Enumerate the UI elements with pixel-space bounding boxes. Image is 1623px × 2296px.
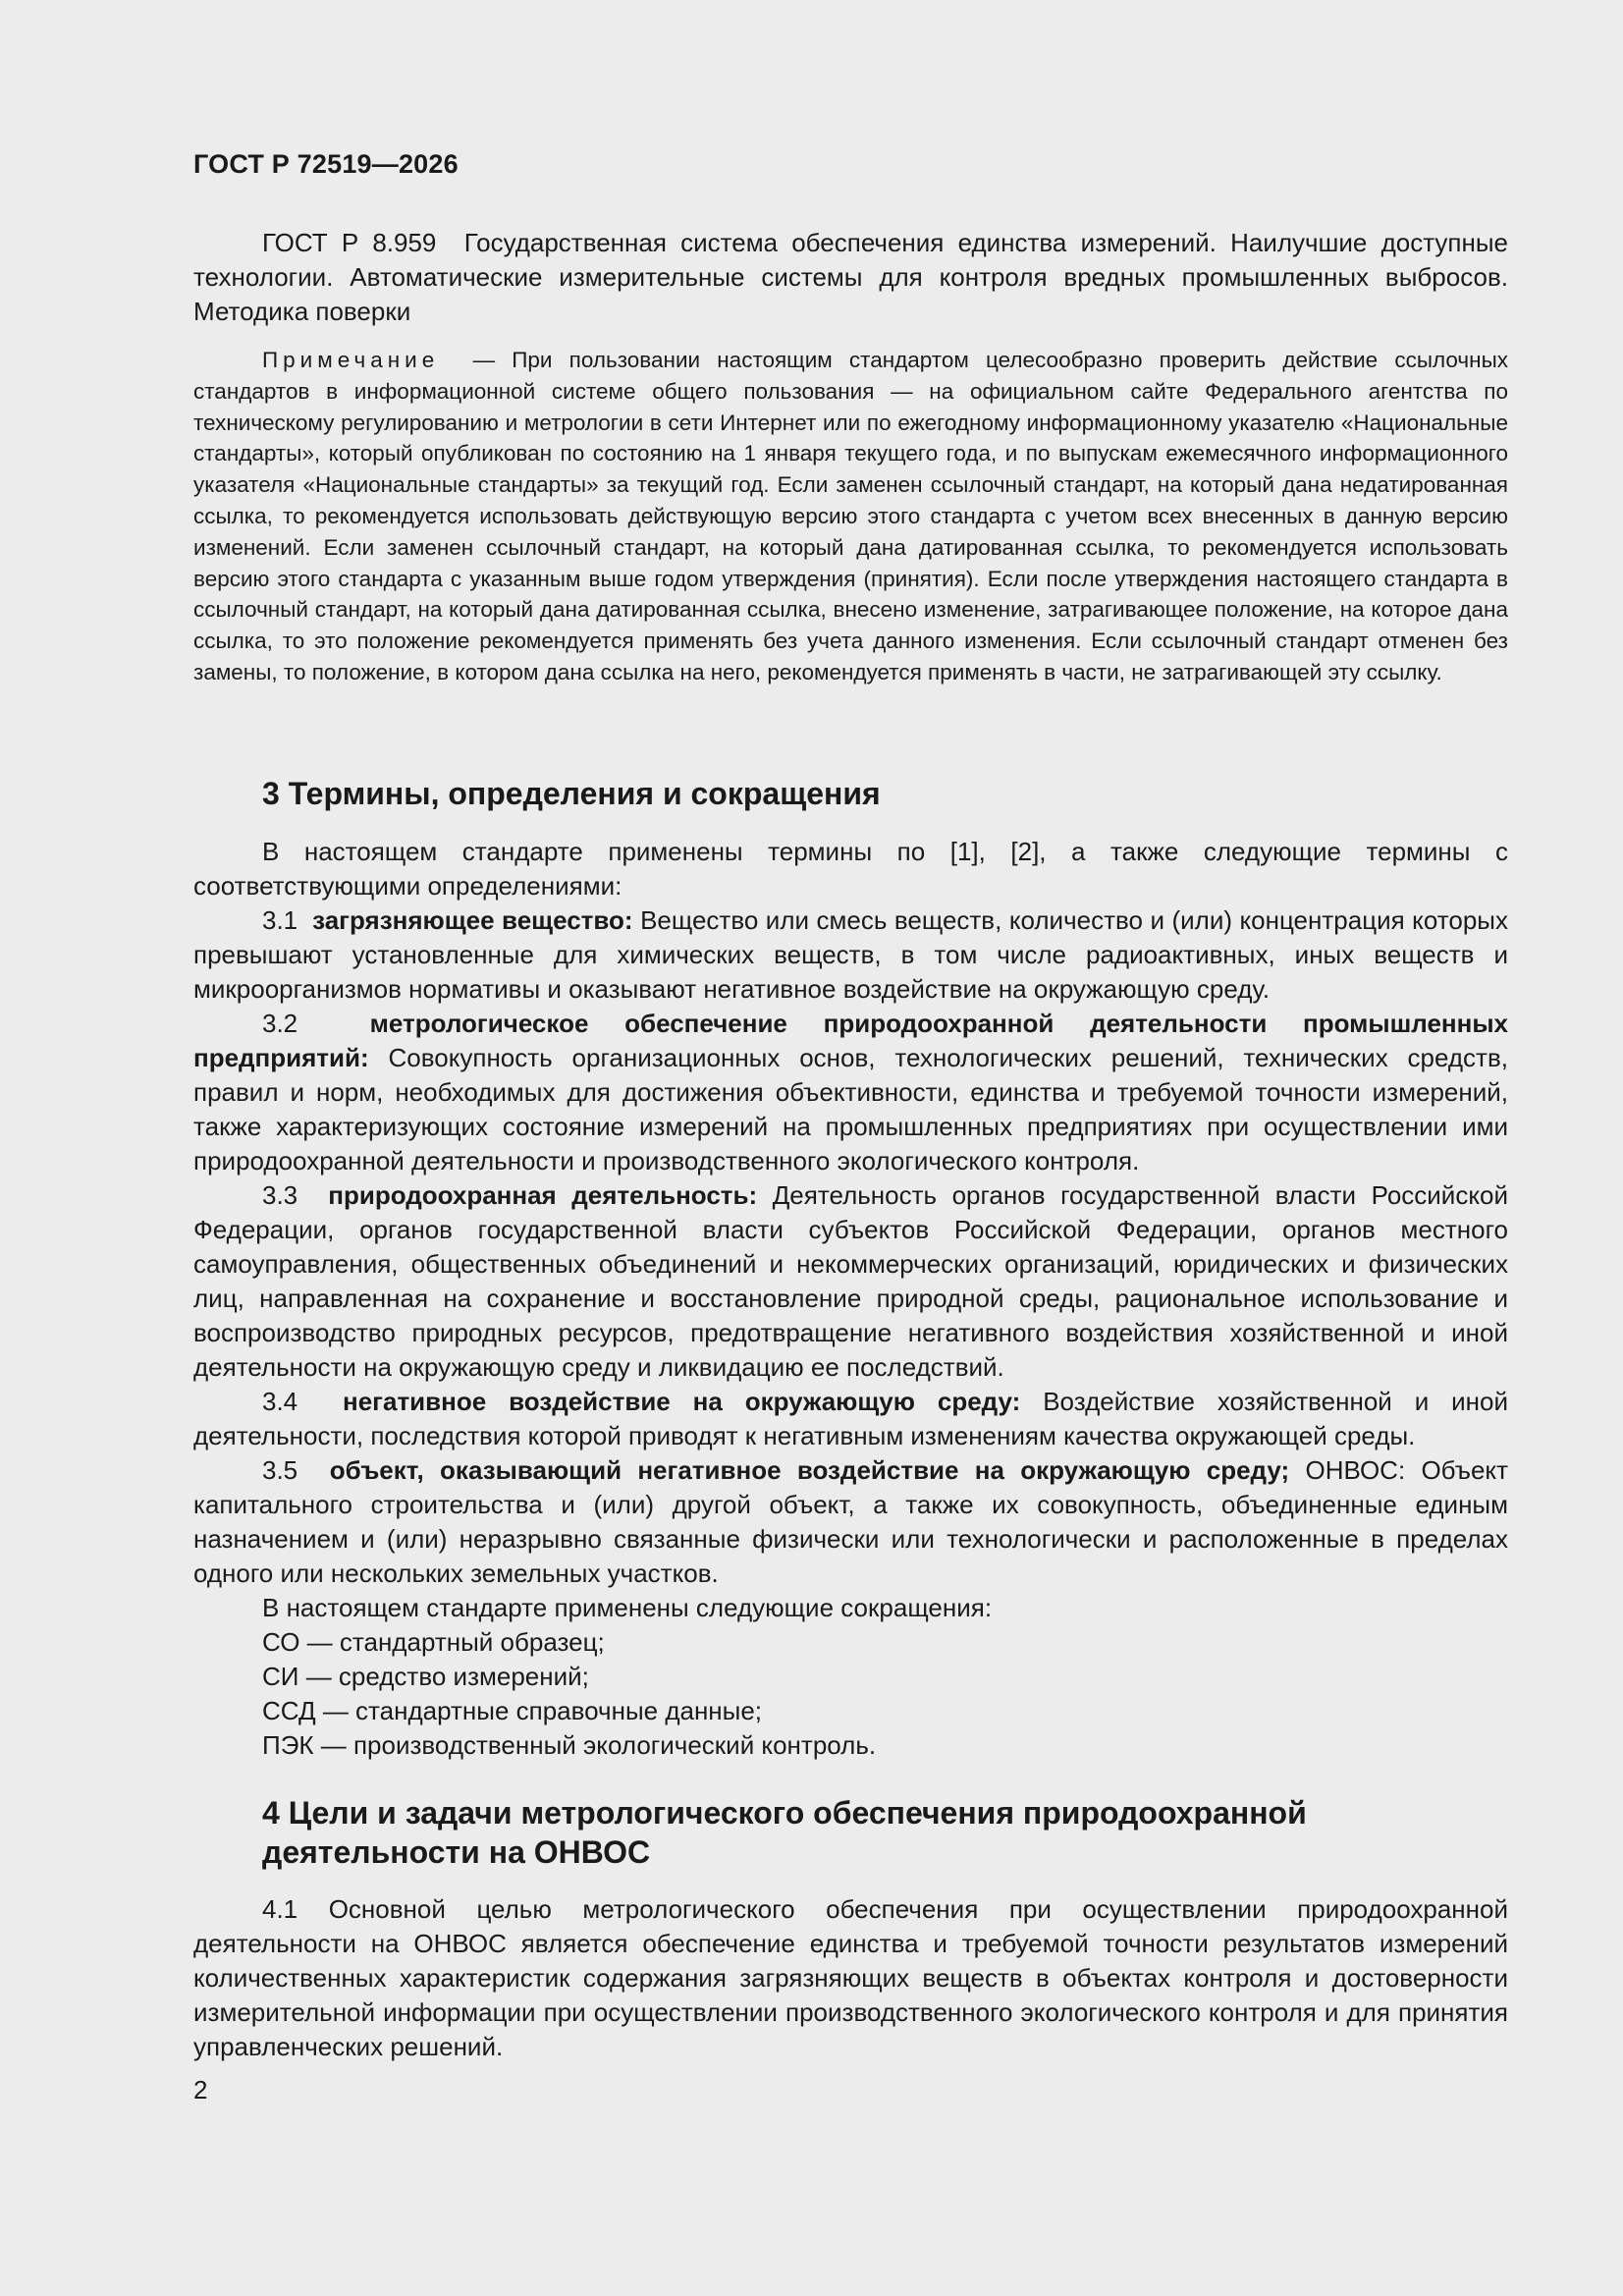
term-3-2: 3.2 метрологическое обеспечение природоохранной деятельности промышленных предприятий: Совокупность организационных основ, технологических решений, технических средств, правил и норм, необходимых для достижения объективности, единства и требуемой точности измерений, также характеризующих состояние измерений на промышленных предприятиях при осуществлении ими природоохранной деятельности и производственного экологического контроля. xyxy=(193,1009,1508,1175)
reference-entry xyxy=(193,226,1508,329)
abbreviation-item: СО — стандартный образец; xyxy=(262,1627,605,1657)
paragraph-4-1: 4.1 Основной целью метрологического обеспечения при осуществлении природоохранной деятельности на ОНВОС является обеспечение единства и требуемой точности результатов измерений количественных характеристик содержания загрязняющих веществ в объектах контроля и достоверности измерительной информации при осуществлении производственного экологического контроля и для принятия управленческих решений. xyxy=(193,1894,1508,2061)
term-name: метрологическое обеспечение природоохранной деятельности промышленных предприятий: xyxy=(193,1009,1508,1072)
term-name: природоохранная деятельность: xyxy=(328,1180,758,1210)
abbreviation-item: СИ — средство измерений; xyxy=(262,1662,589,1691)
paragraph-4-1-text: Основной целью метрологического обеспечения при осуществлении природоохранной деятельности на ОНВОС является обеспечение единства и требуемой точности результатов измерений количественных характеристик содержания загрязняющих веществ в объектах контроля и достоверности измерительной информации при осуществлении производственного экологического контроля и для принятия управленческих решений. xyxy=(193,1894,1508,2061)
term-definition: Воздействие хозяйственной и иной деятельности, последствия которой приводят к негативным изменениям качества окружающей среды. xyxy=(193,1387,1509,1450)
section-3-heading: 3 Термины, определения и сокращения xyxy=(262,776,881,811)
term-name: негативное воздействие на окружающую среду: xyxy=(342,1387,1021,1416)
term-3-4: 3.4 негативное воздействие на окружающую среду: Воздействие хозяйственной и иной деятельности, последствия которой приводят к негативным изменениям качества окружающей среды. xyxy=(193,1387,1509,1450)
term-definition: Совокупность организационных основ, технологических решений, технических средств, правил и норм, необходимых для достижения объективности, единства и требуемой точности измерений, также характеризующих состояние измерений на промышленных предприятиях при осуществлении ими природоохранной деятельности и производственного экологического контроля. xyxy=(193,1043,1508,1175)
term-name: объект, оказывающий негативное воздействие на окружающую среду; xyxy=(329,1455,1290,1485)
term-name: загрязняющее вещество: xyxy=(312,905,633,935)
reference-number: ГОСТ Р 8.959 xyxy=(262,228,437,257)
term-3-1: 3.1 загрязняющее вещество: Вещество или смесь веществ, количество и (или) концентрация которых превышают установленные для химических веществ, в том числе радиоактивных, иных веществ и микроорганизмов нормативы и оказывают негативное воздействие на окружающую среду. xyxy=(193,905,1508,1004)
section-4-heading-wrap xyxy=(193,1793,1508,1872)
note-paragraph xyxy=(193,345,1508,688)
term-definition: Вещество или смесь веществ, количество и (или) концентрация которых превышают установленные для химических веществ, в том числе радиоактивных, иных веществ и микроорганизмов нормативы и оказывают негативное воздействие на окружающую среду. xyxy=(193,905,1508,1004)
term-3-3: 3.3 природоохранная деятельность: Деятельность органов государственной власти Российской Федерации, органов государственной власти субъектов Российской Федерации, органов местного самоуправления, общественных объединений и некоммерческих организаций, юридических и физических лиц, направленная на сохранение и восстановление природной среды, рациональное использование и воспроизводство природных ресурсов, предотвращение негативного воздействия хозяйственной и иной деятельности на окружающую среду и ликвидацию ее последствий. xyxy=(193,1180,1508,1382)
normative-reference xyxy=(193,226,1508,329)
page-number: 2 xyxy=(193,2075,208,2105)
term-3-5: 3.5 объект, оказывающий негативное воздействие на окружающую среду; ОНВОС: Объект капитального строительства и (или) другой объект, а также их совокупность, объединенные единым назначением и (или) неразрывно связанные физически или технологически и расположенные в пределах одного или нескольких земельных участков. xyxy=(193,1455,1508,1588)
section-4-body xyxy=(193,1892,1508,2064)
note-block xyxy=(193,345,1508,688)
note-label: Примечание xyxy=(262,348,440,372)
section-3-heading-wrap xyxy=(193,774,1508,813)
reference-title: Государственная система обеспечения единства измерений. Наилучшие доступные технологии. Автоматические измерительные системы для контроля вредных промышленных выбросов. Методика поверки xyxy=(193,228,1508,326)
section-3-intro: В настоящем стандарте применены термины по [1], [2], а также следующие термины с соответствующими определениями: xyxy=(193,837,1508,901)
section-4-heading: 4 Цели и задачи метрологического обеспечения природоохранной деятельности на ОНВОС xyxy=(262,1795,1307,1870)
abbreviation-item: ПЭК — производственный экологический контроль. xyxy=(262,1730,877,1760)
section-3-body xyxy=(193,835,1508,1763)
term-definition: Деятельность органов государственной власти Российской Федерации, органов государственной власти субъектов Российской Федерации, органов местного самоуправления, общественных объединений и некоммерческих организаций, юридических и физических лиц, направленная на сохранение и восстановление природной среды, рациональное использование и воспроизводство природных ресурсов, предотвращение негативного воздействия хозяйственной и иной деятельности на окружающую среду и ликвидацию ее последствий. xyxy=(193,1180,1508,1382)
document-header: ГОСТ Р 72519—2026 xyxy=(193,149,459,179)
abbreviation-item: ССД — стандартные справочные данные; xyxy=(262,1696,763,1725)
term-definition: ОНВОС: Объект капитального строительства и (или) другой объект, а также их совокупность, объединенные единым назначением и (или) неразрывно связанные физически или технологически и расположенные в пределах одного или нескольких земельных участков. xyxy=(193,1455,1508,1588)
note-text: — При пользовании настоящим стандартом целесообразно проверить действие ссылочных стандартов в информационной системе общего пользования — на официальном сайте Федерального агентства по техническому регулированию и метрологии в сети Интернет или по ежегодному информационному указателю «Национальные стандарты», который опубликован по состоянию на 1 января текущего года, и по выпускам ежемесячного информационного указателя «Национальные стандарты» за текущий год. Если заменен ссылочный стандарт, на который дана недатированная ссылка, то рекомендуется использовать действующую версию этого стандарта с учетом всех внесенных в данную версию изменений. Если заменен ссылочный стандарт, на который дана датированная ссылка, то рекомендуется использовать версию этого стандарта с указанным выше годом утверждения (принятия). Если после утверждения настоящего стандарта в ссылочный стандарт, на который дана датированная ссылка, внесено изменение, затрагивающее положение, на которое дана ссылка, то это положение рекомендуется применять без учета данного изменения. Если ссылочный стандарт отменен без замены, то положение, в котором дана ссылка на него, рекомендуется применять в части, не затрагивающей эту ссылку. xyxy=(193,348,1508,684)
abbreviations-intro: В настоящем стандарте применены следующие сокращения: xyxy=(262,1593,993,1622)
